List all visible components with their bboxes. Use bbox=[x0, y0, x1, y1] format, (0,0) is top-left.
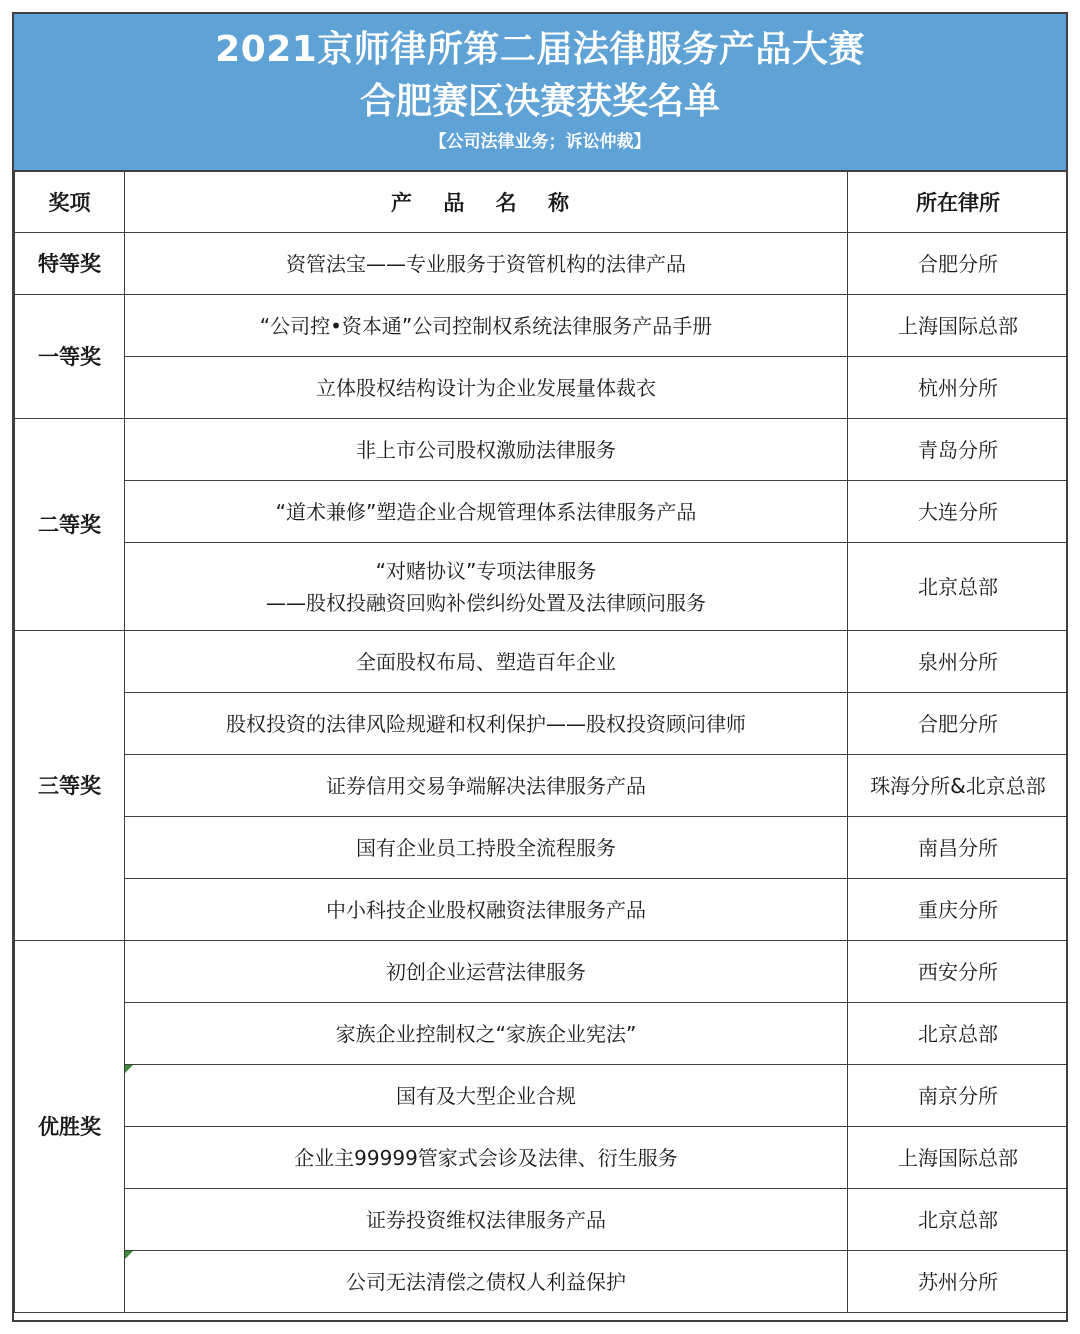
table-row bbox=[15, 1127, 1069, 1189]
office-name: 杭州分所 bbox=[848, 357, 1069, 419]
office-name: 合肥分所 bbox=[848, 233, 1069, 295]
title-line-1: 2021京师律所第二届法律服务产品大赛 bbox=[215, 29, 865, 70]
award-list-sheet bbox=[12, 12, 1068, 1322]
office-name: 南京分所 bbox=[848, 1065, 1069, 1127]
product-name: “道术兼修”塑造企业合规管理体系法律服务产品 bbox=[125, 481, 848, 543]
product-name: 企业主99999管家式会诊及法律、衍生服务 bbox=[125, 1127, 848, 1189]
table-row bbox=[15, 817, 1069, 879]
office-name: 北京总部 bbox=[848, 1003, 1069, 1065]
product-name: “公司控•资本通”公司控制权系统法律服务产品手册 bbox=[125, 295, 848, 357]
product-name: 资管法宝——专业服务于资管机构的法律产品 bbox=[125, 233, 848, 295]
subtitle: 【公司法律业务；诉讼仲裁】 bbox=[429, 132, 651, 152]
office-name: 重庆分所 bbox=[848, 879, 1069, 941]
office-name: 北京总部 bbox=[848, 543, 1069, 631]
office-name: 西安分所 bbox=[848, 941, 1069, 1003]
table-row bbox=[15, 1251, 1069, 1313]
title-banner bbox=[14, 14, 1066, 172]
table-row bbox=[15, 543, 1069, 631]
column-header-award: 奖项 bbox=[15, 171, 125, 233]
product-name: 全面股权布局、塑造百年企业 bbox=[125, 631, 848, 693]
column-header-product: 产 品 名 称 bbox=[125, 171, 848, 233]
table-header-row bbox=[15, 171, 1069, 233]
award-level-third: 三等奖 bbox=[15, 631, 125, 941]
office-name: 上海国际总部 bbox=[848, 295, 1069, 357]
product-name: 证券信用交易争端解决法律服务产品 bbox=[125, 755, 848, 817]
table-row bbox=[15, 755, 1069, 817]
award-level-first: 一等奖 bbox=[15, 295, 125, 419]
product-name: 非上市公司股权激励法律服务 bbox=[125, 419, 848, 481]
office-name: 北京总部 bbox=[848, 1189, 1069, 1251]
office-name: 合肥分所 bbox=[848, 693, 1069, 755]
office-name: 南昌分所 bbox=[848, 817, 1069, 879]
product-name: 中小科技企业股权融资法律服务产品 bbox=[125, 879, 848, 941]
product-name: 家族企业控制权之“家族企业宪法” bbox=[125, 1003, 848, 1065]
office-name: 珠海分所&北京总部 bbox=[848, 755, 1069, 817]
table-row bbox=[15, 941, 1069, 1003]
table-row bbox=[15, 357, 1069, 419]
office-name: 泉州分所 bbox=[848, 631, 1069, 693]
title-line-2: 合肥赛区决赛获奖名单 bbox=[359, 81, 720, 122]
table-row bbox=[15, 233, 1069, 295]
award-level-merit: 优胜奖 bbox=[15, 941, 125, 1313]
product-name bbox=[125, 543, 848, 631]
table-row bbox=[15, 1003, 1069, 1065]
table-row bbox=[15, 693, 1069, 755]
table-row bbox=[15, 419, 1069, 481]
product-name-text: 公司无法清偿之债权人利益保护 bbox=[346, 1269, 626, 1294]
office-name: 大连分所 bbox=[848, 481, 1069, 543]
product-name: 国有企业员工持股全流程服务 bbox=[125, 817, 848, 879]
table-row bbox=[15, 1065, 1069, 1127]
awards-table bbox=[14, 170, 1068, 1313]
award-level-second: 二等奖 bbox=[15, 419, 125, 631]
product-name: 初创企业运营法律服务 bbox=[125, 941, 848, 1003]
product-name: 股权投资的法律风险规避和权利保护——股权投资顾问律师 bbox=[125, 693, 848, 755]
product-name-line-2: ——股权投融资回购补偿纠纷处置及法律顾问服务 bbox=[266, 590, 706, 615]
table-row bbox=[15, 295, 1069, 357]
table-row bbox=[15, 631, 1069, 693]
product-name-line-1: “对赌协议”专项法律服务 bbox=[375, 558, 597, 583]
product-name: 证券投资维权法律服务产品 bbox=[125, 1189, 848, 1251]
office-name: 苏州分所 bbox=[848, 1251, 1069, 1313]
table-row bbox=[15, 879, 1069, 941]
product-name: 国有及大型企业合规 bbox=[125, 1065, 848, 1127]
office-name: 青岛分所 bbox=[848, 419, 1069, 481]
cell-comment-marker-icon bbox=[125, 1251, 133, 1259]
award-level-special: 特等奖 bbox=[15, 233, 125, 295]
office-name: 上海国际总部 bbox=[848, 1127, 1069, 1189]
cell-comment-marker-icon bbox=[125, 1065, 133, 1073]
table-row bbox=[15, 1189, 1069, 1251]
product-name bbox=[125, 1251, 848, 1313]
product-name: 立体股权结构设计为企业发展量体裁衣 bbox=[125, 357, 848, 419]
column-header-office: 所在律所 bbox=[848, 171, 1069, 233]
table-row bbox=[15, 481, 1069, 543]
